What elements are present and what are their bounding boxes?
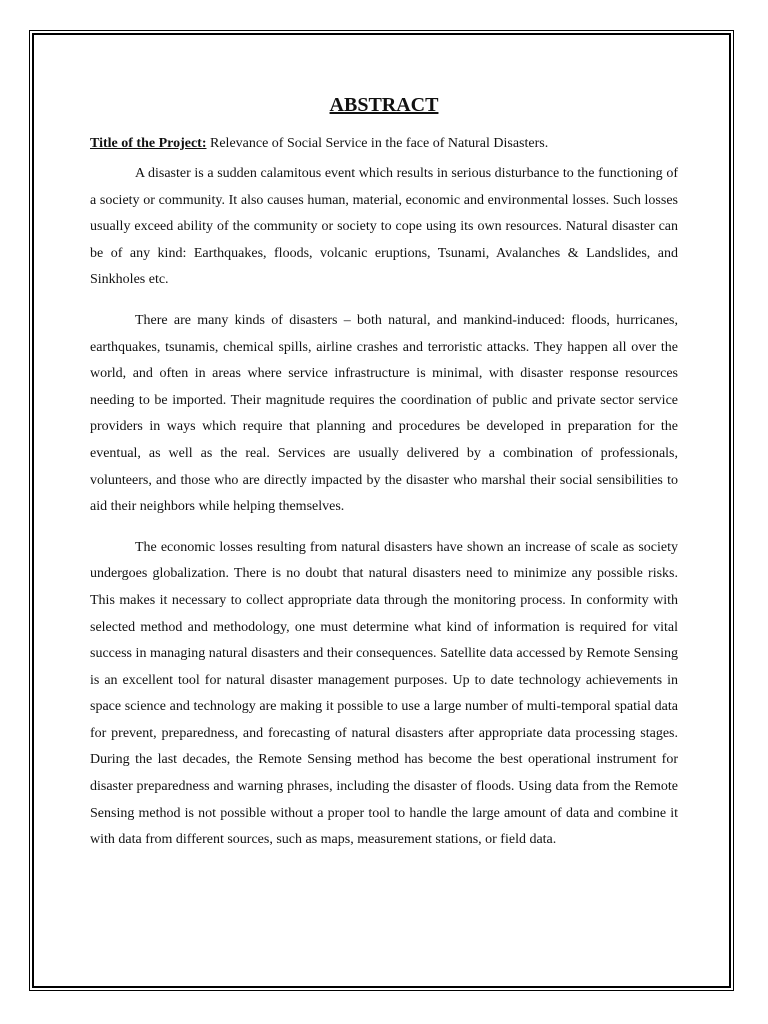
paragraph-3: The economic losses resulting from natural disasters have shown an increase of scale as society undergoes globalization. There is no doubt that natural disasters need to minimize any possible risks. This makes it necessary to collect appropriate data through the monitoring process. In conformity with selected method and methodology, one must determine what kind of information is required for vital success in managing natural disasters and their consequences. Satellite data accessed by Remote Sensing is an excellent tool for natural disaster management purposes. Up to date technology achievements in space science and technology are making it possible to use a large number of multi-temporal spatial data for prevent, preparedness, and forecasting of natural disasters after appropriate data processing stages. During the last decades, the Remote Sensing method has become the best operational instrument for disaster preparedness and warning phrases, including the disaster of floods. Using data from the Remote Sensing method is not possible without a proper tool to handle the large amount of data and combine it with data from different sources, such as maps, measurement stations, or field data.: [90, 539, 678, 848]
paragraph-2: There are many kinds of disasters – both natural, and mankind-induced: floods, hurricanes, earthquakes, tsunamis, chemical spills, airline crashes and terroristic attacks. They happen all over the world, and often in areas where service infrastructure is minimal, with disaster response resources needing to be imported. Their magnitude requires the coordination of public and private sector service providers in ways which require that planning and procedures be developed in preparation for the eventual, as well as the real. Services are usually delivered by a combination of professionals, volunteers, and those who are directly impacted by the disaster who marshal their social sensibilities to aid their neighbors while helping themselves.: [90, 312, 678, 515]
paragraph-1: A disaster is a sudden calamitous event which results in serious disturbance to the functioning of a society or community. It also causes human, material, economic and environmental losses. Such losses usually exceed ability of the community or society to cope using its own resources. Natural disaster can be of any kind: Earthquakes, floods, volcanic eruptions, Tsunami, Avalanches & Landslides, and Sinkholes etc.: [90, 166, 678, 288]
project-title-text: Relevance of Social Service in the face of Natural Disasters.: [210, 136, 549, 151]
project-title-line: [90, 134, 678, 154]
document-body: [90, 91, 678, 868]
project-title-label: Title of the Project:: [90, 136, 207, 151]
page-title: ABSTRACT: [329, 94, 439, 116]
